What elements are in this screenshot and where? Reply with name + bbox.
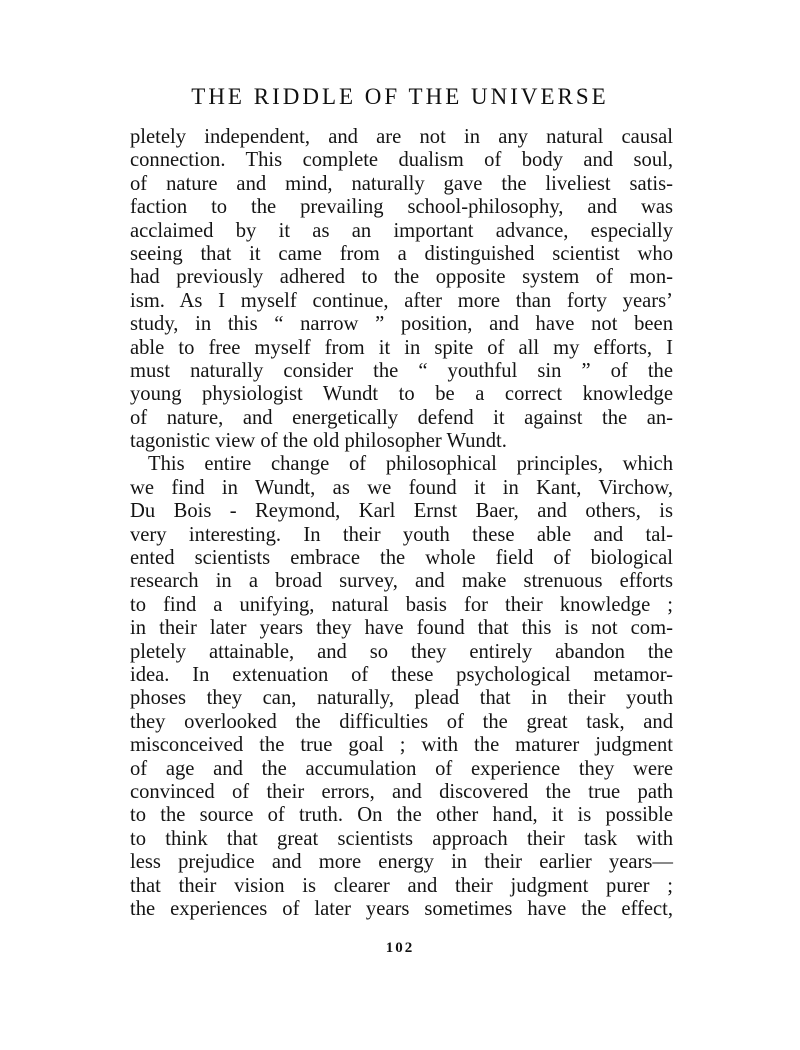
text-line: to the source of truth. On the other hand, it is possible bbox=[130, 804, 673, 827]
text-line: ism. As I myself continue, after more than forty years’ bbox=[130, 289, 673, 312]
text-line: pletely attainable, and so they entirely abandon the bbox=[130, 640, 673, 663]
text-line: young physiologist Wundt to be a correct knowledge bbox=[130, 383, 673, 406]
text-line: that their vision is clearer and their judgment purer ; bbox=[130, 874, 673, 897]
text-line: misconceived the true goal ; with the maturer judgment bbox=[130, 734, 673, 757]
running-head: THE RIDDLE OF THE UNIVERSE bbox=[191, 84, 609, 109]
text-line: must naturally consider the “ youthful sin ” of the bbox=[130, 359, 673, 382]
text-line: convinced of their errors, and discovered the true path bbox=[130, 780, 673, 803]
text-line: phoses they can, naturally, plead that in their youth bbox=[130, 687, 673, 710]
text-line: acclaimed by it as an important advance, especially bbox=[130, 219, 673, 242]
text-line: Du Bois - Reymond, Karl Ernst Baer, and others, is bbox=[130, 500, 673, 523]
text-line: they overlooked the difficulties of the great task, and bbox=[130, 710, 673, 733]
text-line: seeing that it came from a distinguished scientist who bbox=[130, 242, 673, 265]
text-line: idea. In extenuation of these psychological metamor- bbox=[130, 663, 673, 686]
text-line: ented scientists embrace the whole field of biological bbox=[130, 547, 673, 570]
body-text bbox=[130, 126, 673, 921]
text-line: the experiences of later years sometimes have the effect, bbox=[130, 897, 673, 920]
text-line: of nature, and energetically defend it against the an- bbox=[130, 406, 673, 429]
text-line: less prejudice and more energy in their earlier years— bbox=[130, 851, 673, 874]
text-line: faction to the prevailing school-philosophy, and was bbox=[130, 196, 673, 219]
text-line: of nature and mind, naturally gave the liveliest satis- bbox=[130, 172, 673, 195]
text-line: able to free myself from it in spite of all my efforts, I bbox=[130, 336, 673, 359]
text-line: research in a broad survey, and make strenuous efforts bbox=[130, 570, 673, 593]
text-line: very interesting. In their youth these able and tal- bbox=[130, 523, 673, 546]
page-number: 102 bbox=[385, 940, 415, 956]
text-line: to think that great scientists approach their task with bbox=[130, 827, 673, 850]
paragraph-start-line: This entire change of philosophical principles, which bbox=[148, 453, 673, 476]
text-line: we find in Wundt, as we found it in Kant, Virchow, bbox=[130, 476, 673, 499]
text-line: had previously adhered to the opposite system of mon- bbox=[130, 266, 673, 289]
text-line: to find a unifying, natural basis for their knowledge ; bbox=[130, 593, 673, 616]
text-line: study, in this “ narrow ” position, and have not been bbox=[130, 313, 673, 336]
text-line: in their later years they have found that this is not com- bbox=[130, 617, 673, 640]
paragraph-end-line: tagonistic view of the old philosopher Wundt. bbox=[130, 430, 507, 453]
text-line: of age and the accumulation of experience they were bbox=[130, 757, 673, 780]
text-line: connection. This complete dualism of body and soul, bbox=[130, 149, 673, 172]
text-line: pletely independent, and are not in any natural causal bbox=[130, 126, 673, 148]
